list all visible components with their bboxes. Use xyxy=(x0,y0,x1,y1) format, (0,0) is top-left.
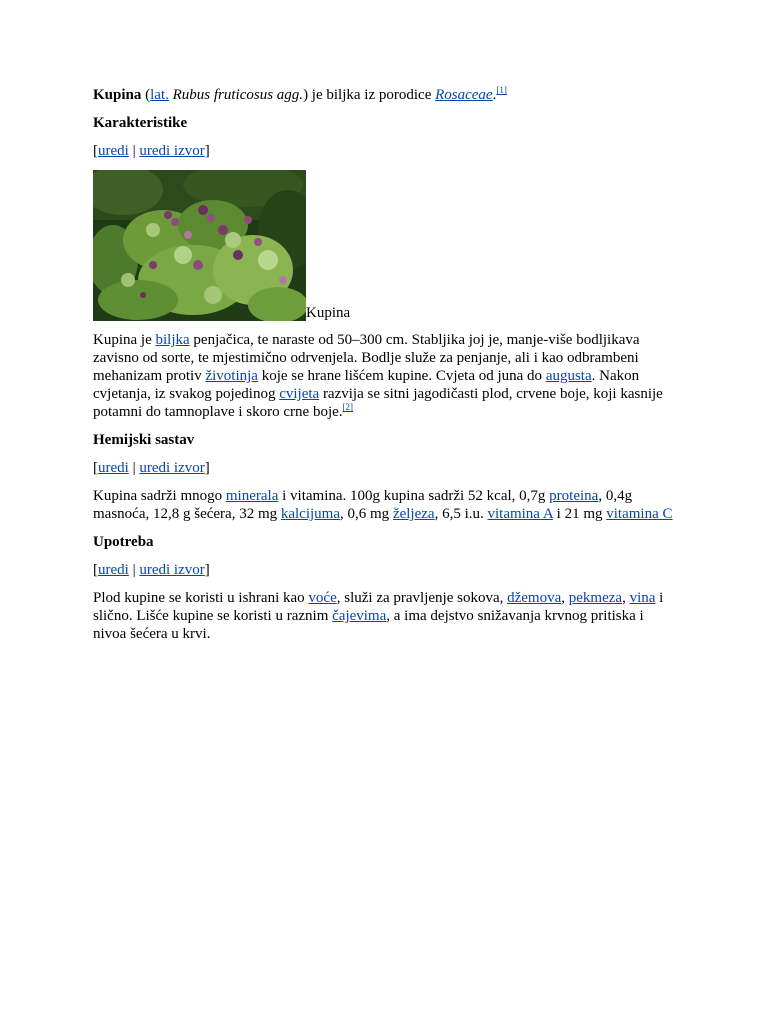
link-vina[interactable]: vina xyxy=(629,590,656,606)
reference-1-link[interactable]: [1] xyxy=(496,85,507,95)
section-paragraph-karakteristike: Kupina je biljka penjačica, te naraste od 50–300 cm. Stabljika joj je, manje-više bodljikava zavisno od sorte, te mjestimično odrvenjela. Bodlje služe za penjanje, ali i kao odbrambeni mehanizam protiv životinja koje se hrane lišćem kupine. Cvjeta od juna do augusta. Nakon cvjetanja, iz svakog pojedinog cvijeta razvija se sitni jagodičasti plod, crvene boje, koji kasnije potamni do tamnoplave i skoro crne boje.[2] xyxy=(93,332,663,420)
link-cajevima[interactable]: čajevima xyxy=(332,608,387,624)
edit-source-link[interactable]: uredi izvor xyxy=(139,562,205,578)
blackberry-plant-image xyxy=(93,170,306,321)
edit-link[interactable]: uredi xyxy=(98,562,129,578)
reference-2-link[interactable]: [2] xyxy=(342,402,354,412)
link-voce[interactable]: voće xyxy=(308,590,337,606)
edit-link[interactable]: uredi xyxy=(98,460,129,476)
link-pekmeza[interactable]: pekmeza xyxy=(568,590,623,606)
link-kalcijuma[interactable]: kalcijuma xyxy=(280,506,341,522)
link-proteina[interactable]: proteina xyxy=(549,488,599,504)
edit-source-link[interactable]: uredi izvor xyxy=(139,460,205,476)
article-title: Kupina xyxy=(93,87,142,103)
edit-source-link[interactable]: uredi izvor xyxy=(139,143,205,159)
link-cvijeta[interactable]: cvijeta xyxy=(279,386,320,402)
section-heading-karakteristike: Karakteristike xyxy=(93,115,188,131)
figure xyxy=(93,170,673,321)
link-biljka[interactable]: biljka xyxy=(155,332,190,348)
intro-paragraph: Kupina (lat. Rubus fruticosus agg.) je biljka iz porodice Rosaceae.[1] xyxy=(93,85,507,103)
link-vitamina-c[interactable]: vitamina C xyxy=(606,506,673,522)
latin-name: Rubus fruticosus agg. xyxy=(172,87,304,103)
section-edit-links: [uredi | uredi izvor] xyxy=(93,143,210,159)
link-zeljeza[interactable]: željeza xyxy=(392,506,435,522)
link-minerala[interactable]: minerala xyxy=(225,488,279,504)
link-zivotinja[interactable]: životinja xyxy=(205,368,258,384)
section-heading-hemijski-sastav: Hemijski sastav xyxy=(93,432,195,448)
edit-link[interactable]: uredi xyxy=(98,143,129,159)
link-vitamina-a[interactable]: vitamina A xyxy=(487,506,553,522)
section-paragraph-hemijski-sastav: Kupina sadrži mnogo minerala i vitamina. 100g kupina sadrži 52 kcal, 0,7g proteina, 0,4g masnoća, 12,8 g šećera, 32 mg kalcijuma, 0,6 mg željeza, 6,5 i.u. vitamina A i 21 mg vitamina C xyxy=(93,488,673,522)
section-edit-links: [uredi | uredi izvor] xyxy=(93,562,210,578)
section-edit-links: [uredi | uredi izvor] xyxy=(93,460,210,476)
lat-link[interactable]: lat. xyxy=(150,87,169,103)
link-augusta[interactable]: augusta xyxy=(545,368,592,384)
section-heading-upotreba: Upotreba xyxy=(93,534,154,550)
link-dzemova[interactable]: džemova xyxy=(507,590,562,606)
section-paragraph-upotreba: Plod kupine se koristi u ishrani kao voće, služi za pravljenje sokova, džemova, pekmeza, vina i slično. Lišće kupine se koristi u raznim čajevima, a ima dejstvo snižavanja krvnog pritiska i nivoa šećera u krvi. xyxy=(93,590,664,642)
article xyxy=(93,86,673,653)
figure-caption: Kupina xyxy=(306,305,351,321)
family-link[interactable]: Rosaceae xyxy=(435,87,493,103)
